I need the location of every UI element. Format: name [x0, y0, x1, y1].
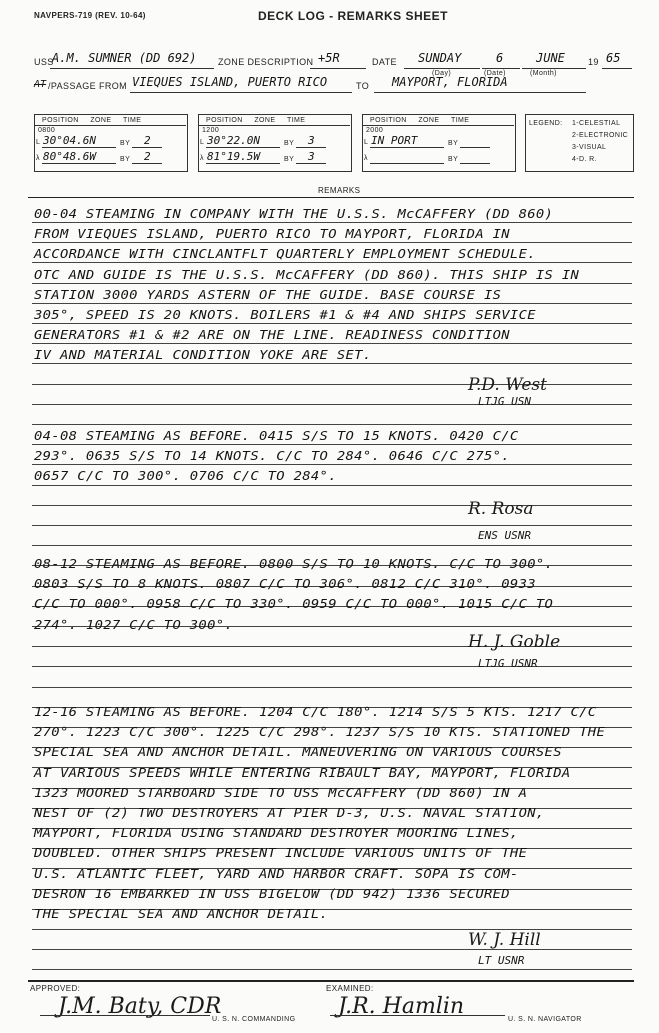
- watch-text-line: DOUBLED. OTHER SHIPS PRESENT INCLUDE VARIOUS UNITS OF THE: [34, 846, 528, 860]
- watch-text-line: AT VARIOUS SPEEDS WHILE ENTERING RIBAULT BAY, MAYPORT, FLORIDA: [34, 766, 571, 780]
- position-lat: 30°22.0N: [207, 134, 260, 147]
- watch-text-line: 04-08 STEAMING AS BEFORE. 0415 S/S TO 15 KNOTS. 0420 C/C: [34, 429, 519, 443]
- position-by: 3: [308, 134, 315, 147]
- ruled-line: [32, 424, 632, 425]
- commanding-label: U. S. N. COMMANDING: [212, 1016, 296, 1023]
- lon-mark: λ: [36, 155, 40, 162]
- date-label: DATE: [372, 57, 397, 67]
- ruled-line: [32, 262, 632, 263]
- year-value: 65: [606, 51, 621, 65]
- by-label: BY: [120, 156, 131, 163]
- watch-text-line: NEST OF (2) TWO DESTROYERS AT PIER D-3, U.S. NAVAL STATION,: [34, 806, 545, 820]
- position-lat: IN PORT: [371, 134, 418, 147]
- ruled-line: [32, 283, 632, 284]
- ruled-line: [32, 323, 632, 324]
- position-box-header: POSITION ZONE TIME: [42, 117, 142, 124]
- legend-item: 1-CELESTIAL: [572, 120, 621, 127]
- ruled-line: [32, 485, 632, 486]
- ship-name: A.M. SUMNER (DD 692): [52, 51, 197, 65]
- ruled-line: [32, 303, 632, 304]
- watch-text-line: MAYPORT, FLORIDA USING STANDARD DESTROYER MOORING LINES,: [34, 826, 519, 840]
- position-time: 0800: [38, 127, 56, 134]
- watch-text-line: DESRON 16 EMBARKED IN USS BIGELOW (DD 942) 1336 SECURED: [34, 887, 510, 901]
- approved-label: APPROVED:: [30, 984, 81, 993]
- ruled-line: [32, 929, 632, 930]
- lon-mark: λ: [200, 155, 204, 162]
- by-label: BY: [448, 156, 459, 163]
- position-box-header: POSITION ZONE TIME: [206, 117, 306, 124]
- watch-text-line: 08-12 STEAMING AS BEFORE. 0800 S/S TO 10 KNOTS. C/C TO 300°.: [34, 557, 554, 571]
- ruled-line: [32, 666, 632, 667]
- watch-text-line: IV AND MATERIAL CONDITION YOKE ARE SET.: [34, 348, 372, 362]
- watch-text-line: C/C TO 000°. 0958 C/C TO 330°. 0959 C/C TO 000°. 1015 C/C TO: [34, 597, 554, 611]
- ruled-line: [32, 464, 632, 465]
- to-label: TO: [356, 81, 370, 91]
- examined-signature: J.R. Hamlin: [338, 994, 465, 1019]
- watch-text-line: STATION 3000 YARDS ASTERN OF THE GUIDE. BASE COURSE IS: [34, 288, 502, 302]
- lat-mark: L: [200, 139, 205, 146]
- position-lon: 81°19.5W: [207, 150, 260, 163]
- position-by: 2: [144, 150, 151, 163]
- legend-item: 2-ELECTRONIC: [572, 132, 629, 139]
- remarks-title: REMARKS: [318, 186, 361, 195]
- watch-text-line: ACCORDANCE WITH CINCLANTFLT QUARTERLY EMPLOYMENT SCHEDULE.: [34, 247, 536, 261]
- watch-text-line: 0657 C/C TO 300°. 0706 C/C TO 284°.: [34, 469, 337, 483]
- by-field: [460, 152, 490, 164]
- position-time: 1200: [202, 127, 220, 134]
- watch-officer-rank: LT USNR: [478, 954, 525, 967]
- legend-item: 4-D. R.: [572, 156, 597, 163]
- year-prefix: 19: [588, 57, 599, 67]
- legend-title: LEGEND:: [529, 120, 563, 127]
- ruled-line: [32, 525, 632, 526]
- ruled-line: [32, 687, 632, 688]
- watch-text-line: SPECIAL SEA AND ANCHOR DETAIL. MANEUVERING ON VARIOUS COURSES: [34, 745, 562, 759]
- watch-signature: R. Rosa: [468, 499, 534, 519]
- footer-top-rule: [28, 980, 634, 982]
- navigator-line: [330, 1014, 505, 1016]
- watch-text-line: 12-16 STEAMING AS BEFORE. 1204 C/C 180°. 1214 S/S 5 KTS. 1217 C/C: [34, 705, 597, 719]
- day-number: 6: [496, 51, 504, 65]
- ruled-line: [32, 505, 632, 506]
- by-label: BY: [448, 140, 459, 147]
- position-lon: 80°48.6W: [43, 150, 96, 163]
- ruled-line: [32, 242, 632, 243]
- watch-officer-rank: ENS USNR: [478, 529, 531, 542]
- examined-label: EXAMINED:: [326, 984, 374, 993]
- ruled-line: [32, 949, 632, 950]
- watch-text-line: THE SPECIAL SEA AND ANCHOR DETAIL.: [34, 907, 329, 921]
- watch-text-line: FROM VIEQUES ISLAND, PUERTO RICO TO MAYPORT, FLORIDA IN: [34, 227, 510, 241]
- day-caption: (Day): [432, 70, 452, 77]
- watch-text-line: U.S. ATLANTIC FLEET, YARD AND HARBOR CRAFT. SOPA IS COM-: [34, 867, 519, 881]
- by-label: BY: [120, 140, 131, 147]
- ruled-line: [32, 404, 632, 405]
- position-box-header: POSITION ZONE TIME: [370, 117, 470, 124]
- watch-signature: W. J. Hill: [468, 930, 541, 950]
- ruled-line: [32, 545, 632, 546]
- watch-text-line: 305°, SPEED IS 20 KNOTS. BOILERS #1 & #4 AND SHIPS SERVICE: [34, 308, 536, 322]
- ruled-line: [32, 222, 632, 223]
- commanding-line: [40, 1014, 210, 1016]
- lon-field: [370, 152, 444, 164]
- zone-label: ZONE DESCRIPTION: [218, 57, 314, 67]
- remarks-top-rule: [28, 197, 634, 198]
- passage-label: /PASSAGE FROM: [48, 81, 128, 91]
- ruled-line: [32, 343, 632, 344]
- by-field: [460, 136, 490, 148]
- by-label: BY: [284, 140, 295, 147]
- watch-officer-rank: LTJG USNR: [478, 657, 538, 670]
- month-value: JUNE: [536, 51, 565, 65]
- watch-text-line: 0803 S/S TO 8 KNOTS. 0807 C/C TO 306°. 0812 C/C 310°. 0933: [34, 577, 536, 591]
- approved-signature: J.M. Baty, CDR: [58, 994, 222, 1019]
- position-by: 3: [308, 150, 315, 163]
- ruled-line: [32, 444, 632, 445]
- watch-text-line: 1323 MOORED STARBOARD SIDE TO USS McCAFFERY (DD 860) IN A: [34, 786, 528, 800]
- position-box-divider: [34, 125, 186, 126]
- watch-text-line: 270°. 1223 C/C 300°. 1225 C/C 298°. 1237 S/S 10 KTS. STATIONED THE: [34, 725, 606, 739]
- page-title: DECK LOG - REMARKS SHEET: [258, 9, 449, 23]
- zone-value: +5R: [318, 51, 340, 65]
- lat-mark: L: [364, 139, 369, 146]
- by-label: BY: [284, 156, 295, 163]
- watch-signature: P.D. West: [468, 375, 547, 395]
- watch-text-line: 274°. 1027 C/C TO 300°.: [34, 618, 234, 632]
- position-by: 2: [144, 134, 151, 147]
- watch-text-line: 293°. 0635 S/S TO 14 KNOTS. C/C TO 284°. 0646 C/C 275°.: [34, 449, 510, 463]
- lon-mark: λ: [364, 155, 368, 162]
- position-lat: 30°04.6N: [43, 134, 96, 147]
- position-time: 2000: [366, 127, 384, 134]
- passage-prefix: AT: [34, 79, 47, 90]
- form-id: NAVPERS-719 (REV. 10-64): [34, 11, 146, 20]
- position-box-divider: [198, 125, 350, 126]
- watch-text-line: OTC AND GUIDE IS THE U.S.S. McCAFFERY (DD 860). THIS SHIP IS IN: [34, 268, 580, 282]
- date-caption: (Date): [484, 70, 506, 77]
- watch-text-line: GENERATORS #1 & #2 ARE ON THE LINE. READINESS CONDITION: [34, 328, 510, 342]
- watch-text-line: 00-04 STEAMING IN COMPANY WITH THE U.S.S. McCAFFERY (DD 860): [34, 207, 554, 221]
- from-value: VIEQUES ISLAND, PUERTO RICO: [132, 75, 328, 89]
- navigator-label: U. S. N. NAVIGATOR: [508, 1016, 582, 1023]
- to-value: MAYPORT, FLORIDA: [392, 75, 508, 89]
- watch-officer-rank: LTJG USN: [478, 395, 531, 408]
- month-caption: (Month): [530, 70, 557, 77]
- position-box-divider: [362, 125, 514, 126]
- day-name: SUNDAY: [418, 51, 462, 65]
- uss-label: USS: [34, 57, 54, 67]
- lat-mark: L: [36, 139, 41, 146]
- legend-item: 3-VISUAL: [572, 144, 607, 151]
- ruled-line: [32, 969, 632, 970]
- ruled-line: [32, 363, 632, 364]
- watch-signature: H. J. Goble: [468, 632, 561, 652]
